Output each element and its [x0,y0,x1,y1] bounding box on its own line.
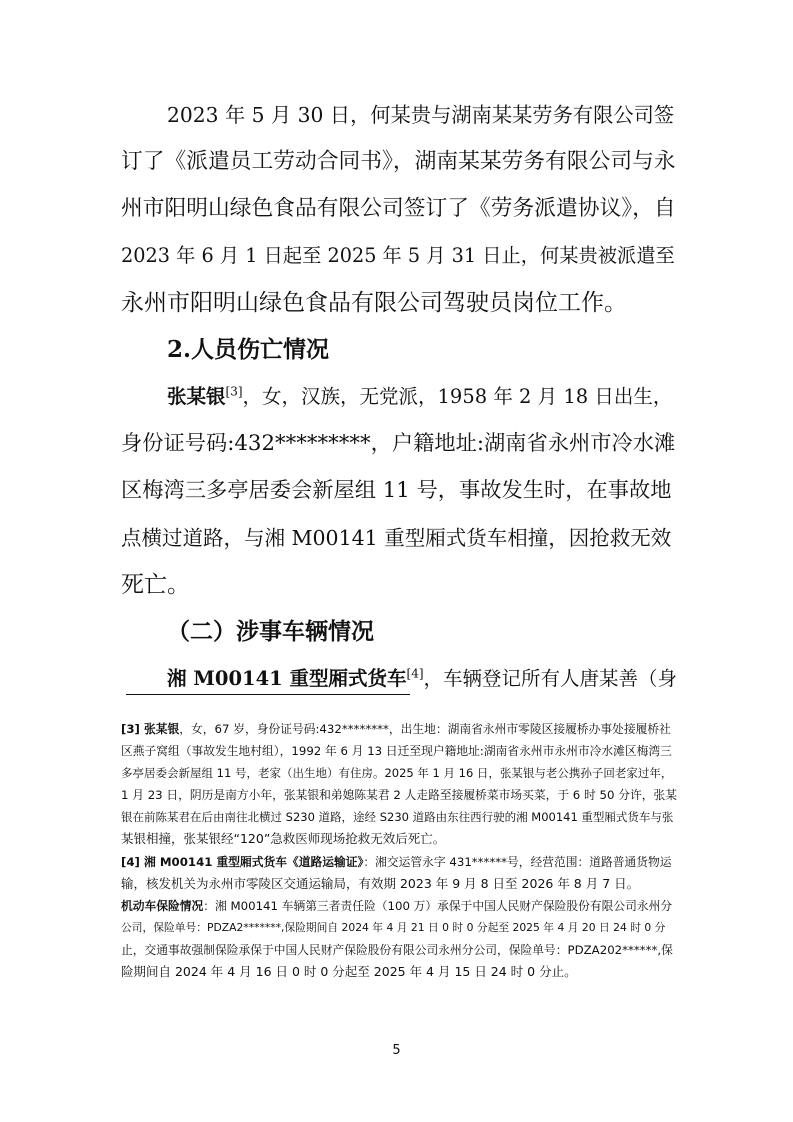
insurance-label: 机动车保险情况 [121,899,204,913]
footnote-separator [126,694,410,695]
footnote-ref-3: [3] [225,384,243,399]
page-number: 5 [392,1043,401,1058]
vehicle-line-1 [167,664,677,694]
heading-casualties: 2.人员伤亡情况 [167,336,330,363]
para1-line-4: 2023 年 6 月 1 日起至 2025 年 5 月 31 日止，何某贵被派遣至 [121,244,675,267]
insurance-line-3: 止，交通事故强制保险承保于中国人民财产保险股份有限公司永州分公司，保险单号：PDZA202******,保 [121,943,673,957]
person-line-5: 死亡。 [121,572,190,598]
footnote-3-text: ，女，67 岁，身份证号码:432********，出生地：湖南省永州市零陵区接履桥办事处接履桥社 [179,722,671,736]
footnote-3-line-4: 1 月 23 日，阴历是南方小年，张某银和弟媳陈某君 2 人走路至接履桥菜市场买菜，于 6 时 50 分许，张某 [121,788,677,802]
footnote-3-line-6: 某银相撞，张某银经“120”急救医师现场抢救无效后死亡。 [121,831,446,846]
footnote-3-label: [3] 张某银 [121,722,180,736]
footnote-3-line-2: 区燕子窝组（事故发生地村组），1992 年 6 月 13 日迁至现户籍地址:湖南省永州市永州市冷水滩区梅湾三 [121,744,672,758]
person-line-3: 区梅湾三多亭居委会新屋组 11 号，事故发生时，在事故地 [121,478,672,503]
person-line-1-text: ，女，汉族，无党派，1958 年 2 月 18 日出生， [242,385,673,408]
vehicle-line-text: ，车辆登记所有人唐某善（身 [423,667,678,690]
person-line-2: 身份证号码:432*********，户籍地址:湖南省永州市冷水滩 [121,431,676,456]
insurance-line-4: 险期间自 2024 年 4 月 16 日 0 时 0 分起至 2025 年 4 月 15 日 24 时 0 分止。 [121,964,577,979]
footnote-4-text: ：湘交运管永字 431******号，经营范围：道路普通货物运 [363,855,672,869]
footnote-3-line-1 [121,718,677,740]
footnote-4-line-1 [121,851,677,873]
footnote-3-line-3: 多亭居委会新屋组 11 号，老家（出生地）有住房。2025 年 1 月 16 日，张某银与老公携孙子回老家过年， [121,766,673,780]
insurance-line-2: 公司，保险单号：PDZA2*******,保险期间自 2024 年 4 月 21 日 0 时 0 分起至 2025 年 4 月 20 日 24 时 0 分 [121,921,666,934]
insurance-text: ：湘 M00141 车辆第三者责任险（100 万）承保于中国人民财产保险股份有限公司永州分 [203,899,673,913]
person-name: 张某银 [167,385,226,408]
footnote-ref-4: [4] [406,666,424,681]
para1-line-1: 2023 年 5 月 30 日，何某贵与湖南某某劳务有限公司签 [167,103,675,127]
person-line-1 [167,382,672,412]
heading-vehicle: （二）涉事车辆情况 [167,618,374,645]
footnote-4-line-2: 输，核发机关为永州市零陵区交通运输局，有效期 2023 年 9 月 8 日至 2026 年 8 月 7 日。 [121,876,640,891]
footnote-3-line-5: 银在前陈某君在后由南往北横过 S230 道路，途经 S230 道路由东往西行驶的湘 M00141 重型厢式货车与张 [121,810,674,824]
vehicle-name: 湘 M00141 重型厢式货车 [167,667,407,690]
para1-line-2: 订了《派遣员工劳动合同书》，湖南某某劳务有限公司与永 [121,149,676,174]
insurance-line-1 [121,895,677,917]
person-line-4: 点横过道路，与湘 M00141 重型厢式货车相撞，因抢救无效 [121,526,672,550]
para1-line-3: 州市阳明山绿色食品有限公司签订了《劳务派遣协议》，自 [121,196,676,221]
para1-line-5: 永州市阳明山绿色食品有限公司驾驶员岗位工作。 [121,290,627,316]
footnote-4-label: [4] 湘 M00141 重型厢式货车《道路运输证》 [121,855,364,869]
